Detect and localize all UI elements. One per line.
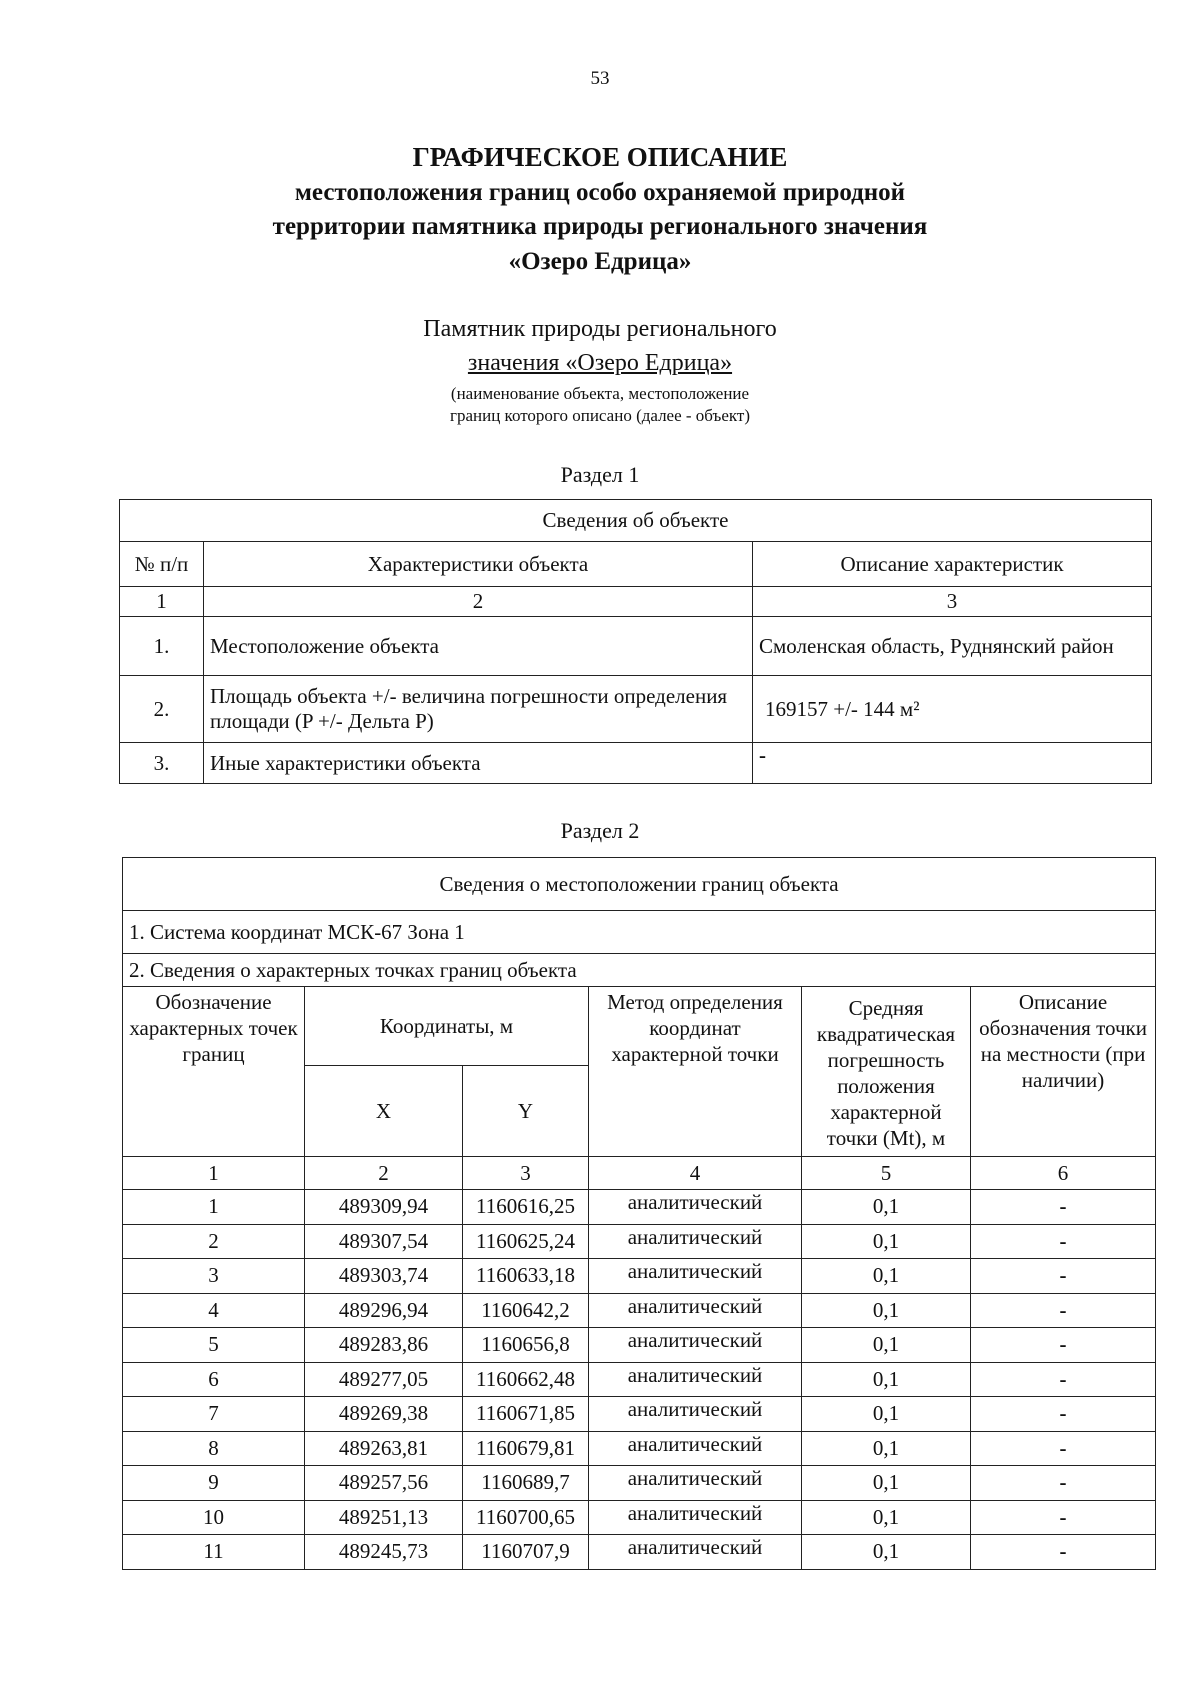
column-number: 5 [802,1157,971,1190]
section-2-label: Раздел 2 [560,818,640,843]
table-row [123,1224,1156,1259]
table-row [123,1466,1156,1501]
coord-x: 489307,54 [305,1224,463,1259]
object-name-underlined: значения «Озеро Едрица» [467,350,733,376]
table-row [123,1259,1156,1294]
coord-x: 489309,94 [305,1190,463,1225]
method: аналитический [589,1293,802,1328]
table-row [120,743,1152,784]
method: аналитический [589,1224,802,1259]
header-error: Средняя квадратическая погрешность положения характерной точки (Mt), м [802,987,971,1157]
column-number: 1 [120,587,204,617]
mt-error: 0,1 [802,1397,971,1432]
table-title: Сведения о местоположении границ объекта [123,858,1156,911]
table-row [123,1397,1156,1432]
method: аналитический [589,1362,802,1397]
point-id: 10 [123,1500,305,1535]
row-name: Иные характеристики объекта [204,743,753,784]
method: аналитический [589,1500,802,1535]
row-name: Местоположение объекта [204,617,753,676]
point-description: - [971,1190,1156,1225]
table-row [123,1535,1156,1570]
mt-error: 0,1 [802,1224,971,1259]
row-value: 169157 +/- 144 м² [753,676,1152,743]
point-id: 2 [123,1224,305,1259]
point-description: - [971,1397,1156,1432]
method: аналитический [589,1397,802,1432]
point-description: - [971,1259,1156,1294]
table-row [123,1293,1156,1328]
point-id: 5 [123,1328,305,1363]
row-name: Площадь объекта +/- величина погрешности определения площади (P +/- Дельта P) [204,676,753,743]
mt-error: 0,1 [802,1466,971,1501]
coord-y: 1160700,65 [463,1500,589,1535]
header-description: Описание обозначения точки на местности (при наличии) [971,987,1156,1157]
mt-error: 0,1 [802,1535,971,1570]
column-number: 2 [305,1157,463,1190]
method: аналитический [589,1466,802,1501]
header-characteristics: Характеристики объекта [204,542,753,587]
header-y: Y [463,1066,589,1157]
point-id: 1 [123,1190,305,1225]
coord-y: 1160707,9 [463,1535,589,1570]
point-description: - [971,1466,1156,1501]
header-x: X [305,1066,463,1157]
column-number: 3 [753,587,1152,617]
coord-x: 489269,38 [305,1397,463,1432]
header-description: Описание характеристик [753,542,1152,587]
mt-error: 0,1 [802,1190,971,1225]
mt-error: 0,1 [802,1259,971,1294]
point-id: 7 [123,1397,305,1432]
point-description: - [971,1535,1156,1570]
point-description: - [971,1362,1156,1397]
coord-y: 1160625,24 [463,1224,589,1259]
table-row [123,1500,1156,1535]
page-number: 53 [590,68,610,89]
column-number: 1 [123,1157,305,1190]
point-id: 6 [123,1362,305,1397]
coord-y: 1160656,8 [463,1328,589,1363]
point-description: - [971,1224,1156,1259]
point-id: 3 [123,1259,305,1294]
coord-x: 489277,05 [305,1362,463,1397]
coord-y: 1160616,25 [463,1190,589,1225]
coord-x: 489263,81 [305,1431,463,1466]
header-point: Обозначение характерных точек границ [123,987,305,1157]
coord-y: 1160633,18 [463,1259,589,1294]
row-number: 1. [120,617,204,676]
coord-x: 489296,94 [305,1293,463,1328]
point-description: - [971,1328,1156,1363]
table-row [123,1362,1156,1397]
table-row [123,1328,1156,1363]
section-1-label: Раздел 1 [560,462,640,487]
header-method: Метод определения координат характерной точки [589,987,802,1157]
row-value: Смоленская область, Руднянский район [753,617,1152,676]
boundary-points-table [122,857,1156,1570]
object-info-table [119,499,1152,784]
table-row [123,1190,1156,1225]
object-name-line-2 [0,346,1200,380]
column-number: 2 [204,587,753,617]
object-name-note-1: (наименование объекта, местоположение [450,384,750,403]
object-name-note-2: границ которого описано (далее - объект) [449,406,750,425]
point-id: 8 [123,1431,305,1466]
point-id: 9 [123,1466,305,1501]
point-id: 11 [123,1535,305,1570]
coord-x: 489245,73 [305,1535,463,1570]
method: аналитический [589,1535,802,1570]
table-row [123,1431,1156,1466]
point-description: - [971,1431,1156,1466]
mt-error: 0,1 [802,1328,971,1363]
mt-error: 0,1 [802,1431,971,1466]
row-number: 3. [120,743,204,784]
column-number: 3 [463,1157,589,1190]
header-number: № п/п [120,542,204,587]
table-title: Сведения об объекте [120,500,1152,542]
coord-y: 1160689,7 [463,1466,589,1501]
table-row [120,617,1152,676]
method: аналитический [589,1328,802,1363]
row-value: - [753,743,1152,784]
coord-x: 489251,13 [305,1500,463,1535]
mt-error: 0,1 [802,1500,971,1535]
document-subtitle-line-1: местоположения границ особо охраняемой природной [294,179,906,206]
object-name-line-1: Памятник природы регионального [423,316,777,342]
points-title: 2. Сведения о характерных точках границ объекта [123,954,1156,987]
coord-y: 1160642,2 [463,1293,589,1328]
column-number: 6 [971,1157,1156,1190]
coord-y: 1160671,85 [463,1397,589,1432]
table-row [120,676,1152,743]
document-title: ГРАФИЧЕСКОЕ ОПИСАНИЕ [412,142,788,172]
coord-y: 1160662,48 [463,1362,589,1397]
coord-x: 489283,86 [305,1328,463,1363]
method: аналитический [589,1431,802,1466]
coord-y: 1160679,81 [463,1431,589,1466]
row-number: 2. [120,676,204,743]
coord-x: 489257,56 [305,1466,463,1501]
document-subtitle-line-2: территории памятника природы регионального значения [272,213,928,240]
method: аналитический [589,1190,802,1225]
point-id: 4 [123,1293,305,1328]
mt-error: 0,1 [802,1293,971,1328]
mt-error: 0,1 [802,1362,971,1397]
coord-x: 489303,74 [305,1259,463,1294]
method: аналитический [589,1259,802,1294]
column-number: 4 [589,1157,802,1190]
coordinate-system: 1. Система координат МСК-67 Зона 1 [123,911,1156,954]
point-description: - [971,1293,1156,1328]
document-subtitle-line-3: «Озеро Едрица» [508,248,692,275]
header-coordinates: Координаты, м [305,987,589,1066]
point-description: - [971,1500,1156,1535]
